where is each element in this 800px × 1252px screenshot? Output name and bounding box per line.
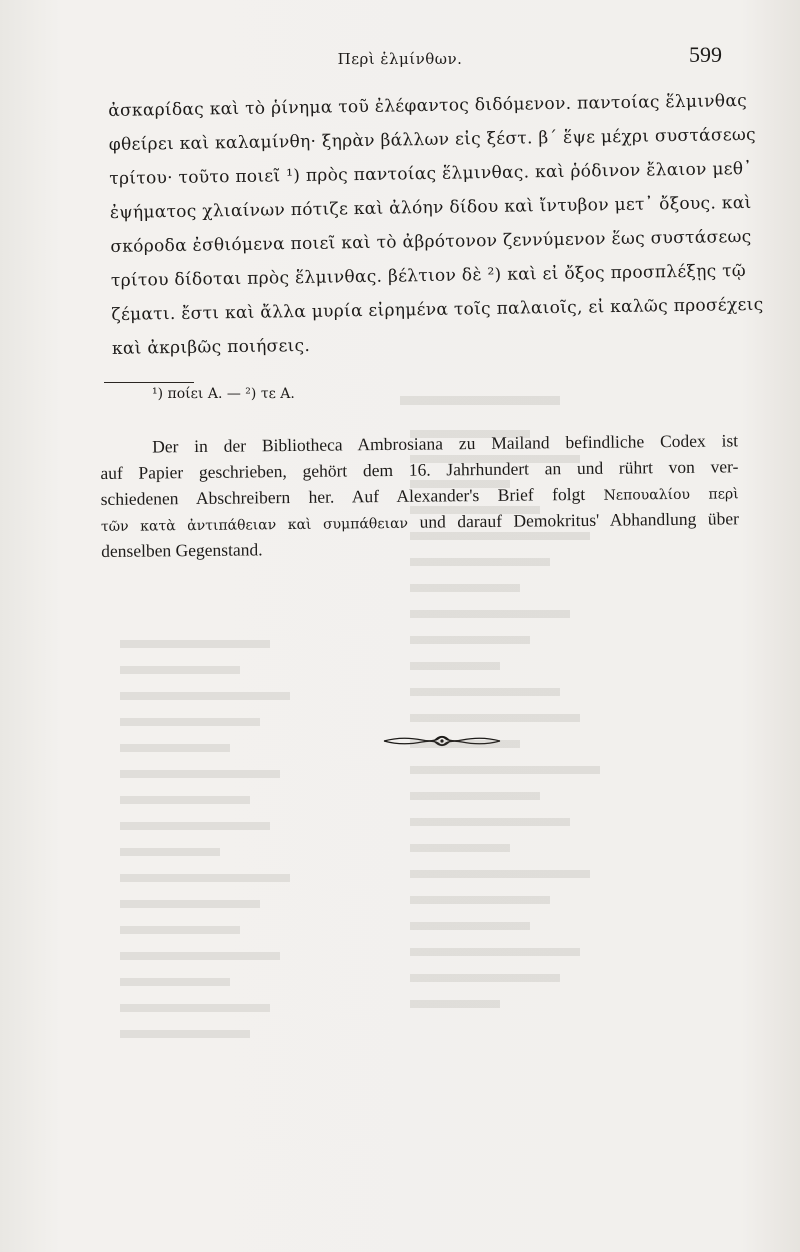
footnote: ¹) ποίει A. — ²) τε A. [152,386,295,402]
greek-line-8: καὶ ἀκριβῶς ποιήσεις. [111,335,311,359]
german-line-4-text: und darauf Demokritus' Abhandlung über [407,508,740,532]
page-number: 599 [689,42,722,67]
german-line-5: denselben Gegenstand. [101,539,263,561]
german-line-3-text: schiedenen Abschreibern her. Auf Alexander's Brief folgt [100,483,604,509]
greek-line-4: ἐψήματος χλιαίνων πότιζε καὶ ἀλόην δίδου καὶ ἴντυβον μετ᾽ ὄξους. καὶ [109,192,752,223]
page-header [0,42,800,72]
german-line-4-greek: τῶν κατὰ ἀντιπάθειαν καὶ συμπάθειαν [100,515,409,535]
greek-line-2: φθείρει καὶ καλαμίνθη· ξηρὰν βάλλων εἰς ξέστ. β΄ ἕψε μέχρι συστάσεως [108,124,757,155]
german-paragraph [100,427,739,564]
german-line-2: auf Papier geschrieben, gehört dem 16. Jahrhundert an und rührt von ver- [100,456,739,483]
greek-line-5: σκόροδα ἐσθιόμενα ποιεῖ καὶ τὸ ἀβρότονον ζεννύμενον ἕως συστάσεως [110,226,752,257]
greek-line-6: τρίτου δίδοται πρὸς ἕλμινθας. βέλτιον δὲ ²) καὶ εἰ ὄξος προσπλέξῃς τῷ [110,261,747,291]
german-line-3-greek: Νεπουαλίου περὶ [603,486,739,504]
running-title: Περὶ ἑλμίνθων. [337,50,463,68]
greek-line-1: ἀσκαρίδας καὶ τὸ ῥίνημα τοῦ ἐλέφαντος διδόμενον. παντοίας ἕλμινθας [108,90,748,121]
greek-line-7: ζέματι. ἔστι καὶ ἄλλα μυρία εἰρημένα τοῖς παλαιοῖς, εἰ καλῶς προσέχεις [111,294,764,325]
german-line-1: Der in der Bibliotheca Ambrosiana zu Mailand befindliche Codex ist [152,430,739,457]
greek-paragraph [108,84,764,366]
greek-line-3: τρίτου· τοῦτο ποιεῖ ¹) πρὸς παντοίας ἕλμινθας. καὶ ῥόδινον ἔλαιον μεθ᾽ [109,158,753,189]
end-ornament-icon [382,730,502,752]
